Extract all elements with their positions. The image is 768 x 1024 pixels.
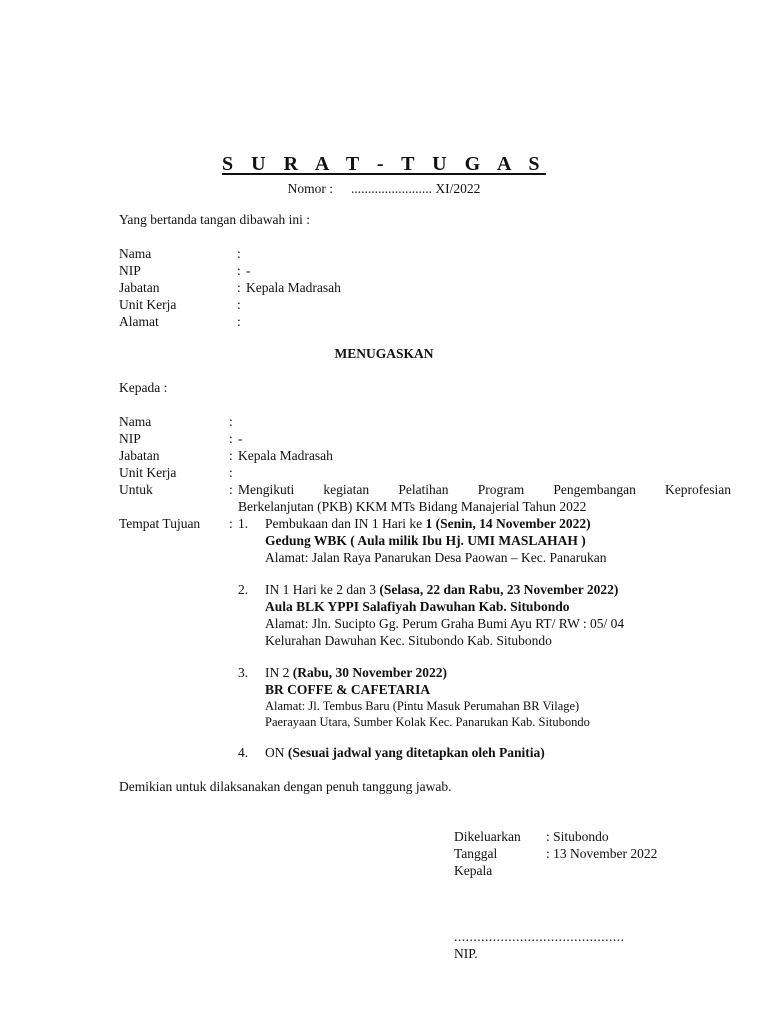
field-colon: : — [229, 516, 233, 531]
tanggal-label: Tanggal — [454, 846, 498, 861]
nomor-value: ........................ XI/2022 — [351, 181, 481, 196]
item-3-title — [265, 664, 447, 681]
field-colon: : — [237, 314, 241, 329]
item-3-address-1: Alamat: Jl. Tembus Baru (Pintu Masuk Perumahan BR Vilage) — [265, 699, 580, 713]
document-number — [0, 180, 768, 197]
item-number: 4. — [238, 745, 249, 760]
item-date: (Selasa, 22 dan Rabu, 23 November 2022) — [379, 582, 619, 597]
signer-position: Kepala — [454, 863, 493, 878]
item-date: (Sesuai jadwal yang ditetapkan oleh Panitia) — [287, 745, 545, 760]
item-text: Pembukaan dan IN 1 Hari ke — [265, 516, 426, 531]
field-colon: : — [229, 414, 233, 429]
nomor-label: Nomor : — [287, 181, 333, 196]
field-value: - — [246, 263, 251, 278]
item-1-venue: Gedung WBK ( Aula milik Ibu Hj. UMI MASLAHAH ) — [265, 533, 586, 548]
field-label: Nama — [119, 414, 152, 429]
document-title: S U R A T - T U G A S — [222, 153, 546, 175]
dikeluarkan-value: : Situbondo — [546, 829, 609, 844]
field-label: Unit Kerja — [119, 465, 177, 480]
untuk-line-2: Berkelanjutan (PKB) KKM MTs Bidang Manajerial Tahun 2022 — [238, 499, 587, 514]
tanggal-value: : 13 November 2022 — [546, 846, 658, 861]
item-1-address: Alamat: Jalan Raya Panarukan Desa Paowan – Kec. Panarukan — [265, 550, 607, 565]
field-label: Alamat — [119, 314, 159, 329]
field-label: Unit Kerja — [119, 297, 177, 312]
field-colon: : — [237, 246, 241, 261]
field-label: NIP — [119, 431, 141, 446]
field-colon: : — [237, 297, 241, 312]
item-text: ON — [265, 745, 288, 760]
field-label: Nama — [119, 246, 152, 261]
field-label: Jabatan — [119, 280, 160, 295]
item-number: 1. — [238, 516, 249, 531]
item-date: (Rabu, 30 November 2022) — [292, 665, 447, 680]
intro-text: Yang bertanda tangan dibawah ini : — [119, 212, 310, 227]
section-heading: MENUGASKAN — [334, 346, 434, 361]
item-3-venue: BR COFFE & CAFETARIA — [265, 682, 431, 697]
item-2-venue: Aula BLK YPPI Salafiyah Dawuhan Kab. Situbondo — [265, 599, 570, 614]
field-value: Kepala Madrasah — [246, 280, 341, 295]
closing-text: Demikian untuk dilaksanakan dengan penuh tanggung jawab. — [119, 779, 452, 794]
field-value: - — [238, 431, 243, 446]
item-text: IN 2 — [265, 665, 293, 680]
field-colon: : — [229, 482, 233, 497]
item-date: 1 (Senin, 14 November 2022) — [425, 516, 591, 531]
field-label: NIP — [119, 263, 141, 278]
item-2-address-2: Kelurahan Dawuhan Kec. Situbondo Kab. Situbondo — [265, 633, 552, 648]
field-colon: : — [229, 431, 233, 446]
field-label: Tempat Tujuan — [119, 516, 201, 531]
signer-nip: NIP. — [454, 946, 478, 961]
item-number: 2. — [238, 582, 249, 597]
field-value: Kepala Madrasah — [238, 448, 333, 463]
signature-line: ............................................ — [454, 929, 625, 944]
field-colon: : — [229, 448, 233, 463]
item-3-address-2: Paerayaan Utara, Sumber Kolak Kec. Panarukan Kab. Situbondo — [265, 715, 590, 729]
field-label: Jabatan — [119, 448, 160, 463]
item-4-title — [265, 744, 545, 761]
item-2-title — [265, 581, 618, 598]
kepada-label: Kepada : — [119, 380, 168, 395]
field-label: Untuk — [119, 482, 153, 497]
untuk-line-1: Mengikuti kegiatan Pelatihan Program Pengembangan Keprofesian — [238, 482, 731, 497]
item-text: IN 1 Hari ke 2 dan 3 — [265, 582, 380, 597]
item-number: 3. — [238, 665, 249, 680]
field-colon: : — [237, 280, 241, 295]
item-2-address-1: Alamat: Jln. Sucipto Gg. Perum Graha Bumi Ayu RT/ RW : 05/ 04 — [265, 616, 625, 631]
field-colon: : — [237, 263, 241, 278]
dikeluarkan-label: Dikeluarkan — [454, 829, 521, 844]
field-colon: : — [229, 465, 233, 480]
item-1-title — [265, 515, 591, 532]
